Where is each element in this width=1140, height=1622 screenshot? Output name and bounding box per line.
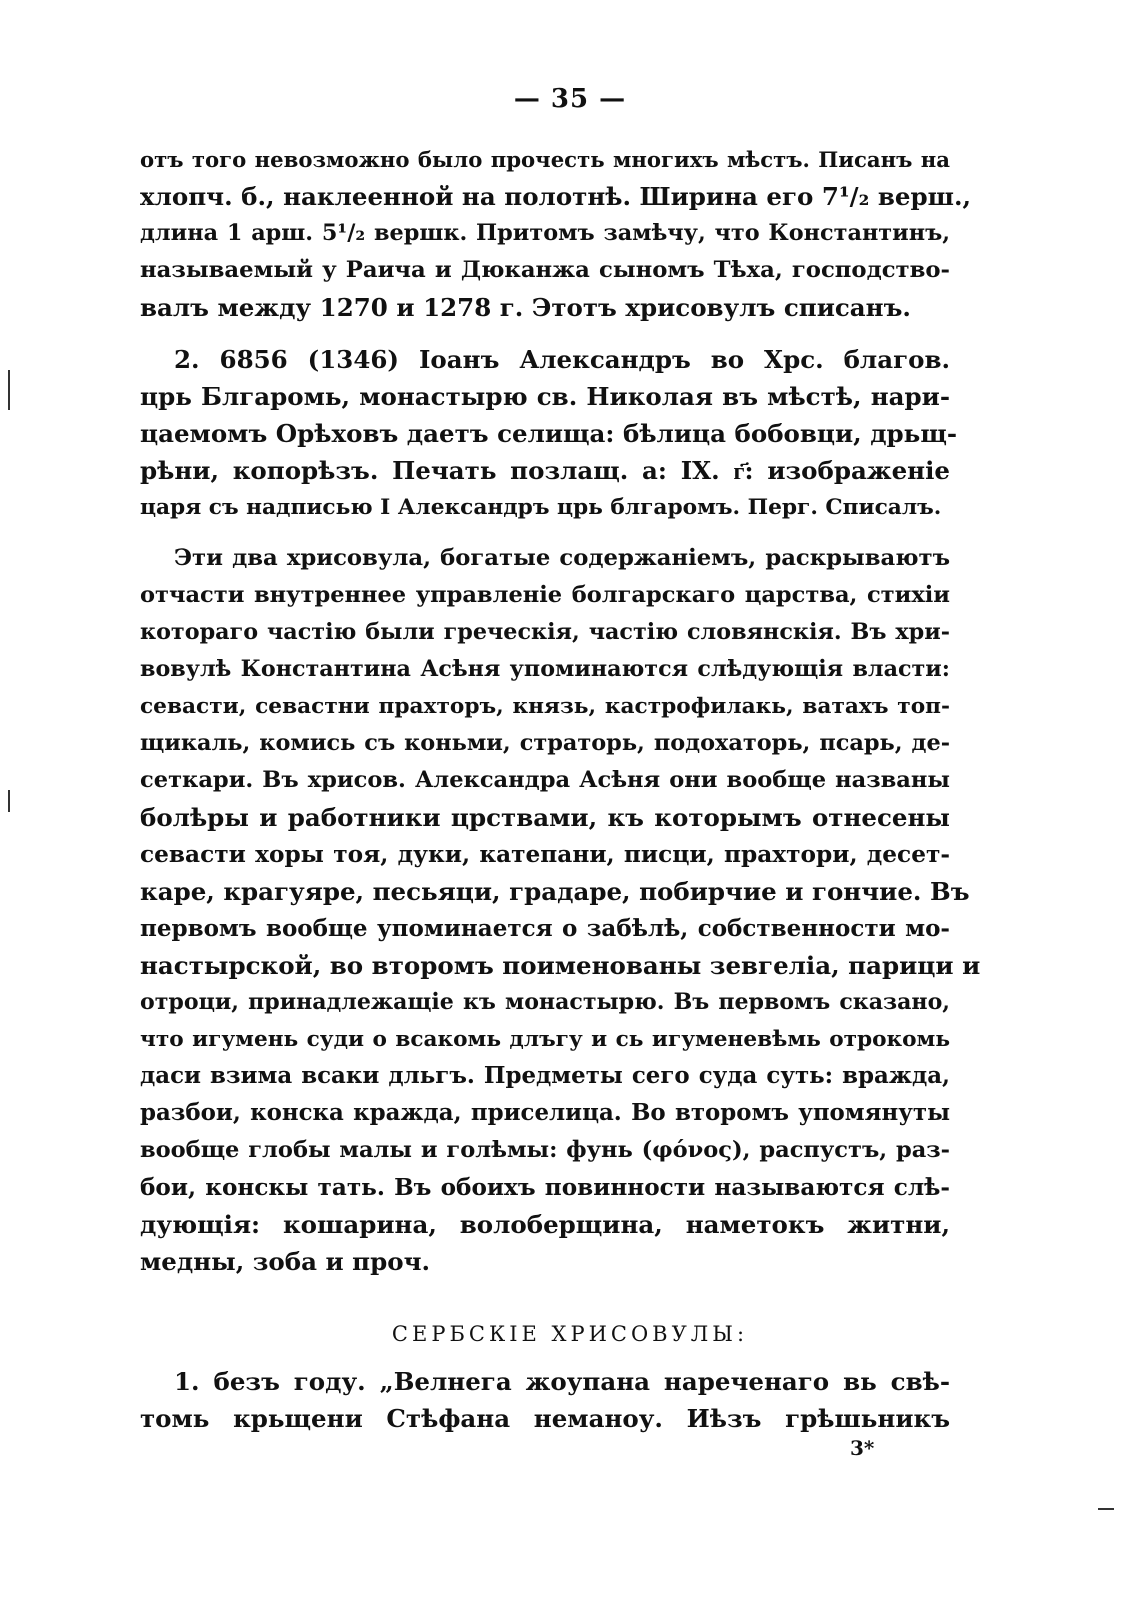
text-line: томь крьщени Стѣфана неманоу. Иѣзъ грѣшьникъ (140, 1404, 950, 1433)
text-line: разбои, конска кражда, приселица. Во второмъ упомянуты (140, 1100, 950, 1126)
text-line: хлопч. б., наклеенной на полотнѣ. Ширина его 7¹/₂ верш., (140, 182, 972, 211)
margin-mark-left-2 (8, 790, 10, 812)
text-line: дующія: кошарина, волоберщина, наметокъ житни, (140, 1210, 950, 1239)
paragraph-1 (140, 141, 972, 326)
text-line: 1. безъ году. „Велнега жоупана нареченаго вь свѣ- (174, 1367, 950, 1396)
text-line: бои, конскы тать. Въ обоихъ повинности называются слѣ- (140, 1174, 950, 1201)
signature-mark: 3* (850, 1436, 875, 1460)
paragraph-2 (140, 341, 957, 526)
text-line: сеткари. Въ хрисов. Александра Асѣня они вообще названы (140, 767, 950, 793)
text-line: рѣни, копорѣзъ. Печать позлащ. а: IX. г҃: изображеніе (140, 456, 950, 485)
paragraph-3 (140, 540, 981, 1280)
text-line: цаемомъ Орѣховъ даетъ селища: бѣлица бобовци, дрьщ- (140, 419, 957, 448)
text-line: болѣры и работники црствами, къ которымъ отнесены (140, 803, 950, 832)
text-line: даси взима всаки дльгъ. Предметы сего суда суть: вражда, (140, 1063, 950, 1089)
text-line: вовулѣ Константина Асѣня упоминаются слѣдующія власти: (140, 656, 950, 682)
text-line: медны, зоба и проч. (140, 1247, 431, 1276)
text-line: вообще глобы малы и голѣмы: фунь (φόνος), распустъ, раз- (140, 1137, 950, 1163)
text-line: отчасти внутреннее управленіе болгарскаго царства, стихіи (140, 582, 950, 608)
text-line: что игумень суди о всакомь длъгу и сь игуменевѣмь отрокомь (140, 1027, 950, 1052)
text-line: каре, крагуяре, песьяци, градаре, побирчие и гончие. Въ (140, 877, 970, 906)
text-line: отъ того невозможно было прочесть многихъ мѣстъ. Писанъ на (140, 147, 950, 172)
margin-mark-left-1 (8, 370, 10, 410)
text-line: севасти, севастни прахторъ, князь, кастрофилакь, ватахъ топ- (140, 694, 950, 719)
text-line: Эти два хрисовула, богатые содержаніемъ, раскрываютъ (174, 545, 950, 571)
text-line: длина 1 арш. 5¹/₂ вершк. Притомъ замѣчу, что Константинъ, (140, 220, 950, 246)
paragraph-4 (140, 1363, 950, 1437)
text-line: 2. 6856 (1346) Іоанъ Александръ во Хрс. благов. (174, 345, 950, 374)
margin-mark-right (1098, 1508, 1114, 1510)
text-line: называемый у Раича и Дюканжа сыномъ Тѣха, господство- (140, 257, 950, 283)
text-line: севасти хоры тоя, дуки, катепани, писци, прахтори, десет- (140, 841, 950, 868)
text-line: первомъ вообще упоминается о забѣлѣ, собственности мо- (140, 915, 950, 942)
text-line: котораго частію были греческія, частію словянскія. Въ хри- (140, 619, 950, 645)
text-line: щикаль, комись съ коньми, страторь, подохаторь, псарь, де- (140, 730, 950, 756)
text-line: валъ между 1270 и 1278 г. Этотъ хрисовулъ списанъ. (140, 293, 911, 322)
text-line: настырской, во второмъ поименованы зевгеліа, парици и (140, 951, 981, 980)
page-number: — 35 — (513, 84, 627, 114)
text-line: отроци, принадлежащіе къ монастырю. Въ первомъ сказано, (140, 989, 950, 1015)
section-heading: СЕРБСКІЕ ХРИСОВУЛЫ: (391, 1322, 749, 1346)
text-line: црь Блгаромь, монастырю св. Николая въ мѣстѣ, нари- (140, 382, 950, 411)
text-line: царя съ надписью I Александръ црь блгаромъ. Перг. Списалъ. (140, 495, 942, 520)
